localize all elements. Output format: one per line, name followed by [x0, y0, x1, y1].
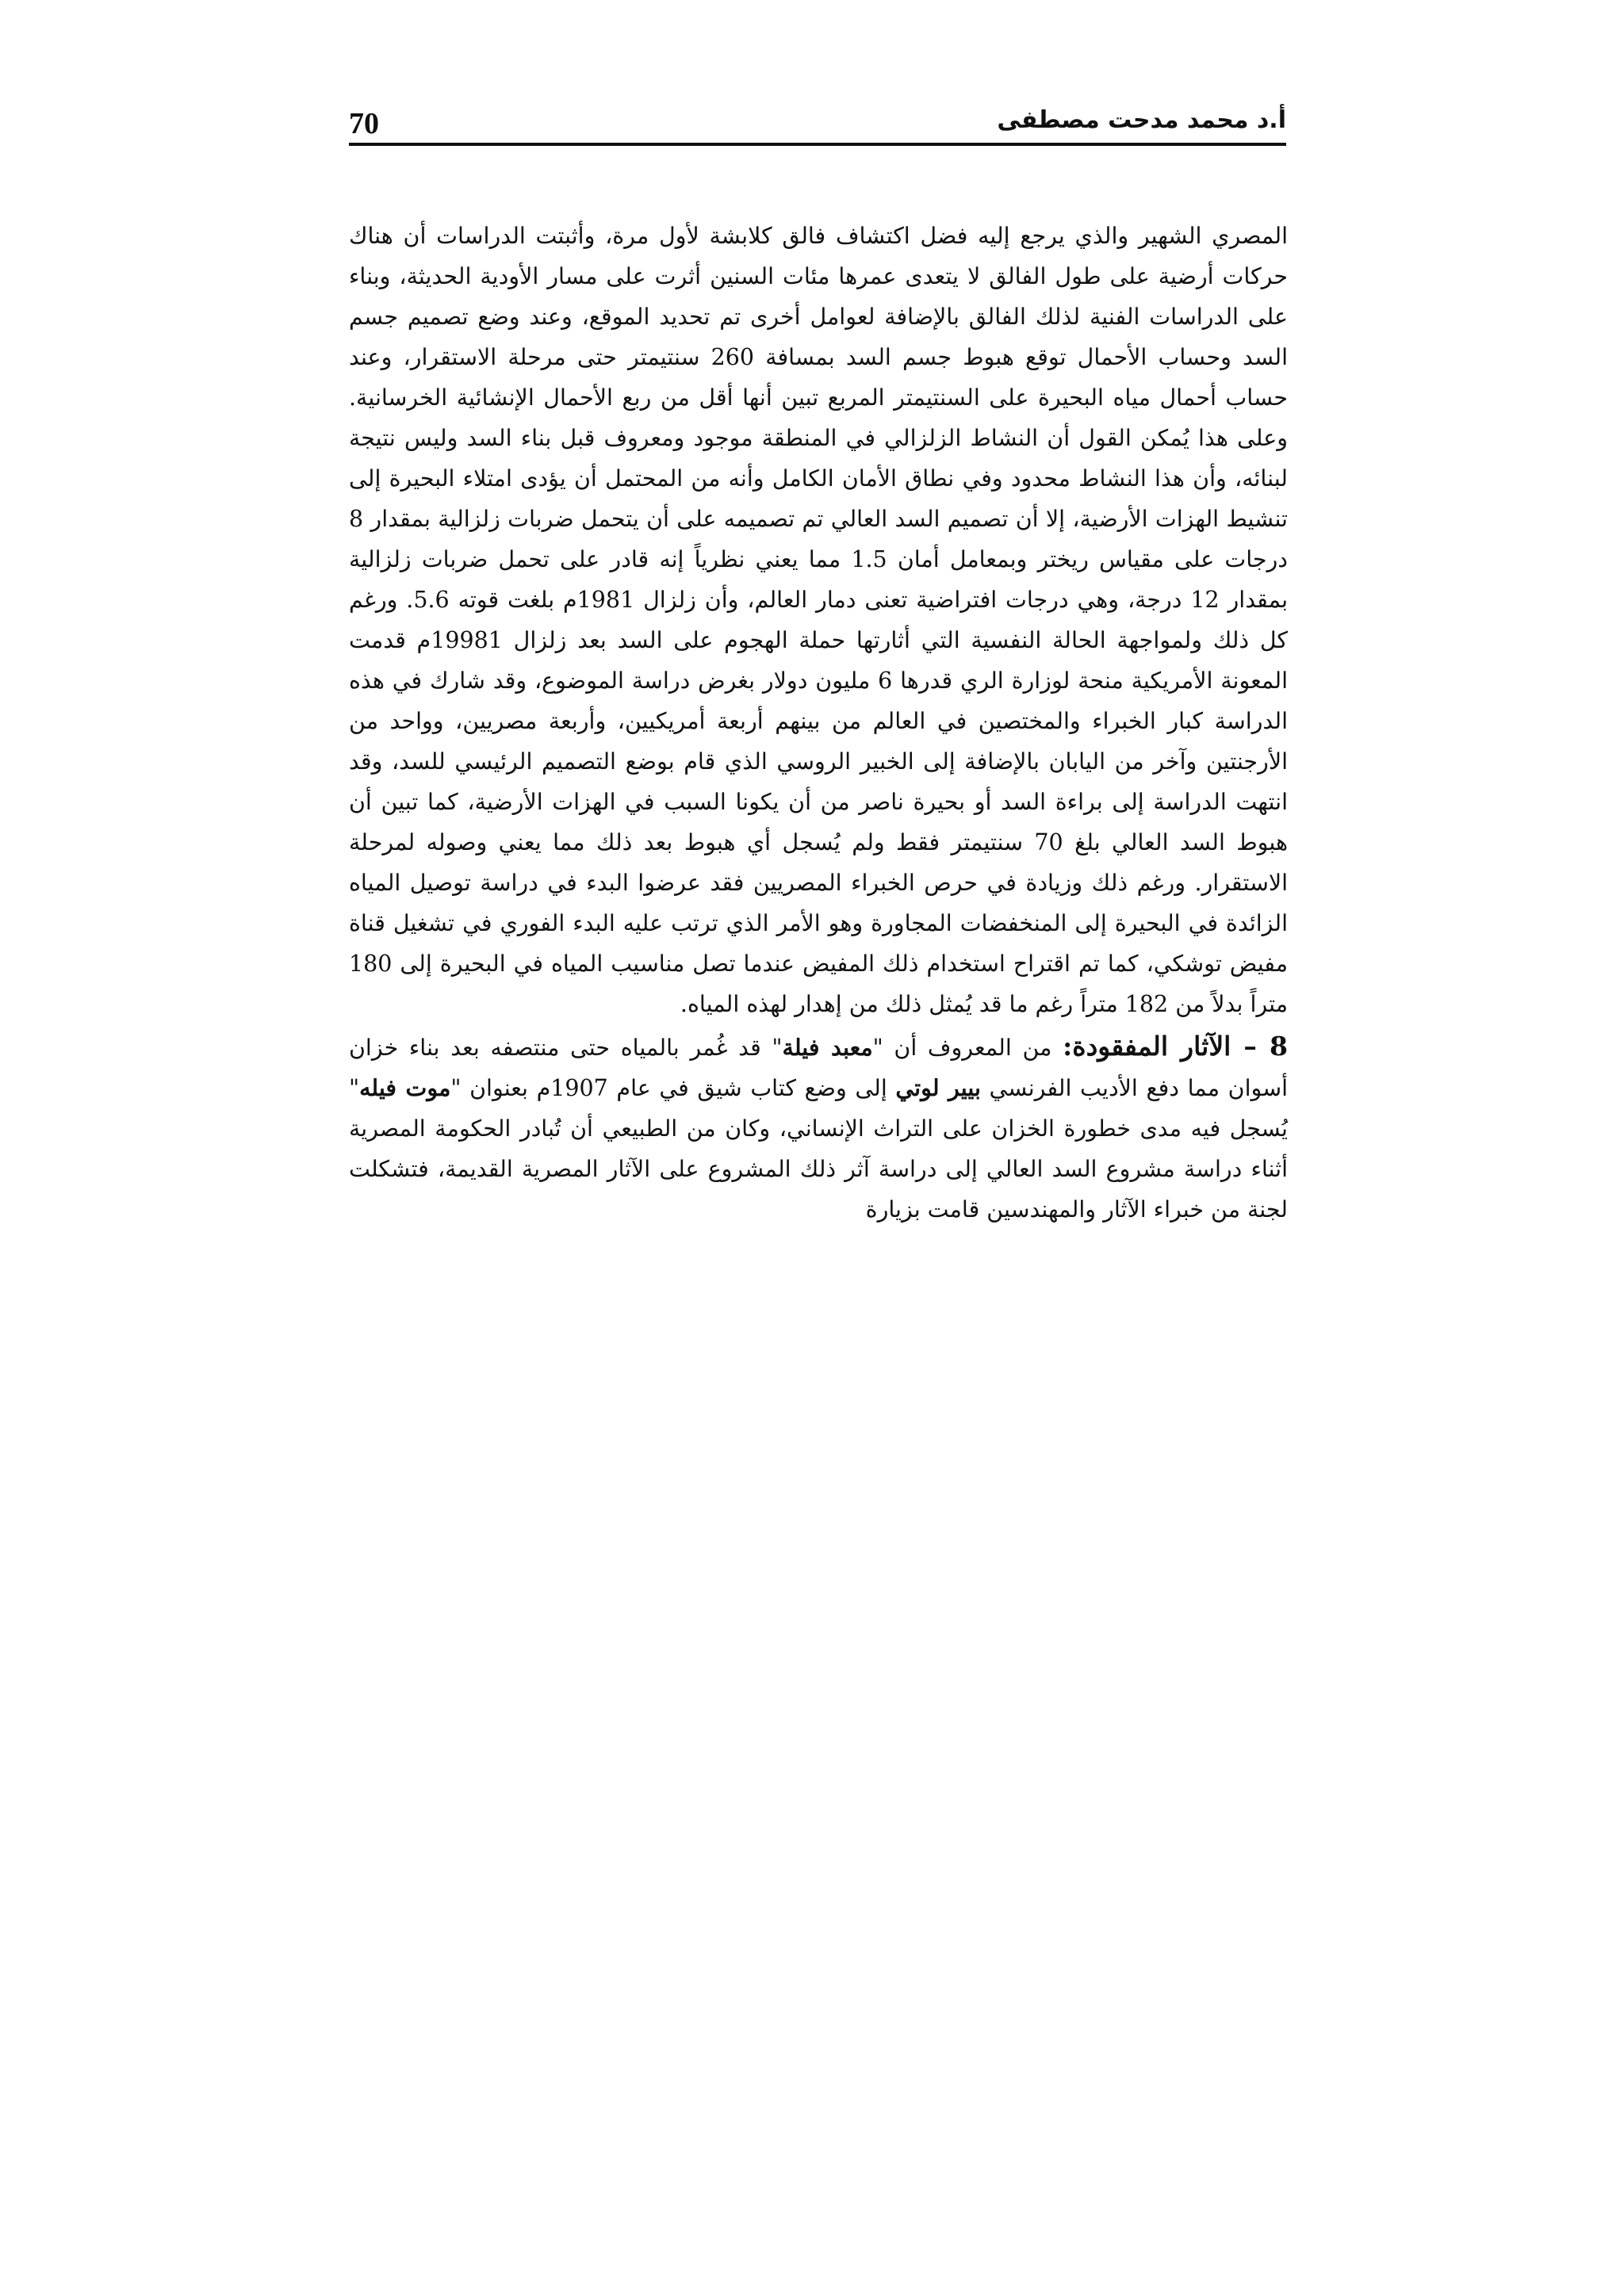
- emphasis-pierre-loti: بيير لوتي: [895, 1074, 981, 1101]
- paragraph-text: " قد غُمر بالمياه حتى منتصفه بعد بناء خزان أسوان مما دفع الأديب الفرنسي: [349, 1035, 1289, 1101]
- paragraph-text: إلى وضع كتاب شيق في عام 1907م بعنوان ": [450, 1075, 896, 1101]
- page-number: 70: [349, 107, 379, 140]
- section-heading: 8 – الآثار المفقودة:: [1063, 1031, 1288, 1062]
- paragraph-text: من المعروف أن ": [872, 1035, 1063, 1061]
- emphasis-philae-temple: معبد فيلة: [782, 1034, 873, 1061]
- body-text: [349, 216, 1288, 1230]
- paragraph-lost-antiquities: [349, 1026, 1288, 1230]
- paragraph-text: " يُسجل فيه مدى خطورة الخزان على التراث الإنساني، وكان من الطبيعي أن تُبادر الحكومة المصرية أثناء دراسة مشروع السد العالي إلى دراسة آثر ذلك المشروع على الآثار المصرية القديمة، فتشكلت لجنة من خبراء الآثار والمهندسين قامت بزيارة: [349, 1075, 1288, 1223]
- header-divider: [349, 143, 1286, 146]
- author-name: أ.د محمد مدحت مصطفى: [997, 106, 1286, 134]
- emphasis-book-title: موت فيله: [359, 1074, 451, 1101]
- paragraph-seismic-study: المصري الشهير والذي يرجع إليه فضل اكتشاف فالق كلابشة لأول مرة، وأثبتت الدراسات أن هناك حركات أرضية على طول الفالق لا يتعدى عمرها مئات السنين أثرت على مسار الأودية الحديثة، وبناء على الدراسات الفنية لذلك الفالق بالإضافة لعوامل أخرى تم تحديد الموقع، وعند وضع تصميم جسم السد وحساب الأحمال توقع هبوط جسم السد بمسافة 260 سنتيمتر حتى مرحلة الاستقرار، وعند حساب أحمال مياه البحيرة على السنتيمتر المربع تبين أنها أقل من ربع الأحمال الإنشائية الخرسانية. وعلى هذا يُمكن القول أن النشاط الزلزالي في المنطقة موجود ومعروف قبل بناء السد وليس نتيجة لبنائه، وأن هذا النشاط محدود وفي نطاق الأمان الكامل وأنه من المحتمل أن يؤدى امتلاء البحيرة إلى تنشيط الهزات الأرضية، إلا أن تصميم السد العالي تم تصميمه على أن يتحمل ضربات زلزالية بمقدار 8 درجات على مقياس ريختر وبمعامل أمان 1.5 مما يعني نظرياً إنه قادر على تحمل ضربات زلزالية بمقدار 12 درجة، وهي درجات افتراضية تعنى دمار العالم، وأن زلزال 1981م بلغت قوته 5.6. ورغم كل ذلك ولمواجهة الحالة النفسية التي أثارتها حملة الهجوم على السد بعد زلزال 19981م قدمت المعونة الأمريكية منحة لوزارة الري قدرها 6 مليون دولار بغرض دراسة الموضوع، وقد شارك في هذه الدراسة كبار الخبراء والمختصين في العالم من بينهم أربعة أمريكيين، وأربعة مصريين، وواحد من الأرجنتين وآخر من اليابان بالإضافة إلى الخبير الروسي الذي قام بوضع التصميم الرئيسي للسد، وقد انتهت الدراسة إلى براءة السد أو بحيرة ناصر من أن يكونا السبب في الهزات الأرضية، كما تبين أن هبوط السد العالي بلغ 70 سنتيمتر فقط ولم يُسجل أي هبوط بعد ذلك مما يعني وصوله لمرحلة الاستقرار. ورغم ذلك وزيادة في حرص الخبراء المصريين فقد عرضوا البدء في دراسة توصيل المياه الزائدة في البحيرة إلى المنخفضات المجاورة وهو الأمر الذي ترتب عليه البدء الفوري في تشغيل قناة مفيض توشكي، كما تم اقتراح استخدام ذلك المفيض عندما تصل مناسيب المياه في البحيرة إلى 180 متراً بدلاً من 182 متراً رغم ما قد يُمثل ذلك من إهدار لهذه المياه.: [349, 223, 1289, 1017]
- page-header: [349, 101, 1286, 144]
